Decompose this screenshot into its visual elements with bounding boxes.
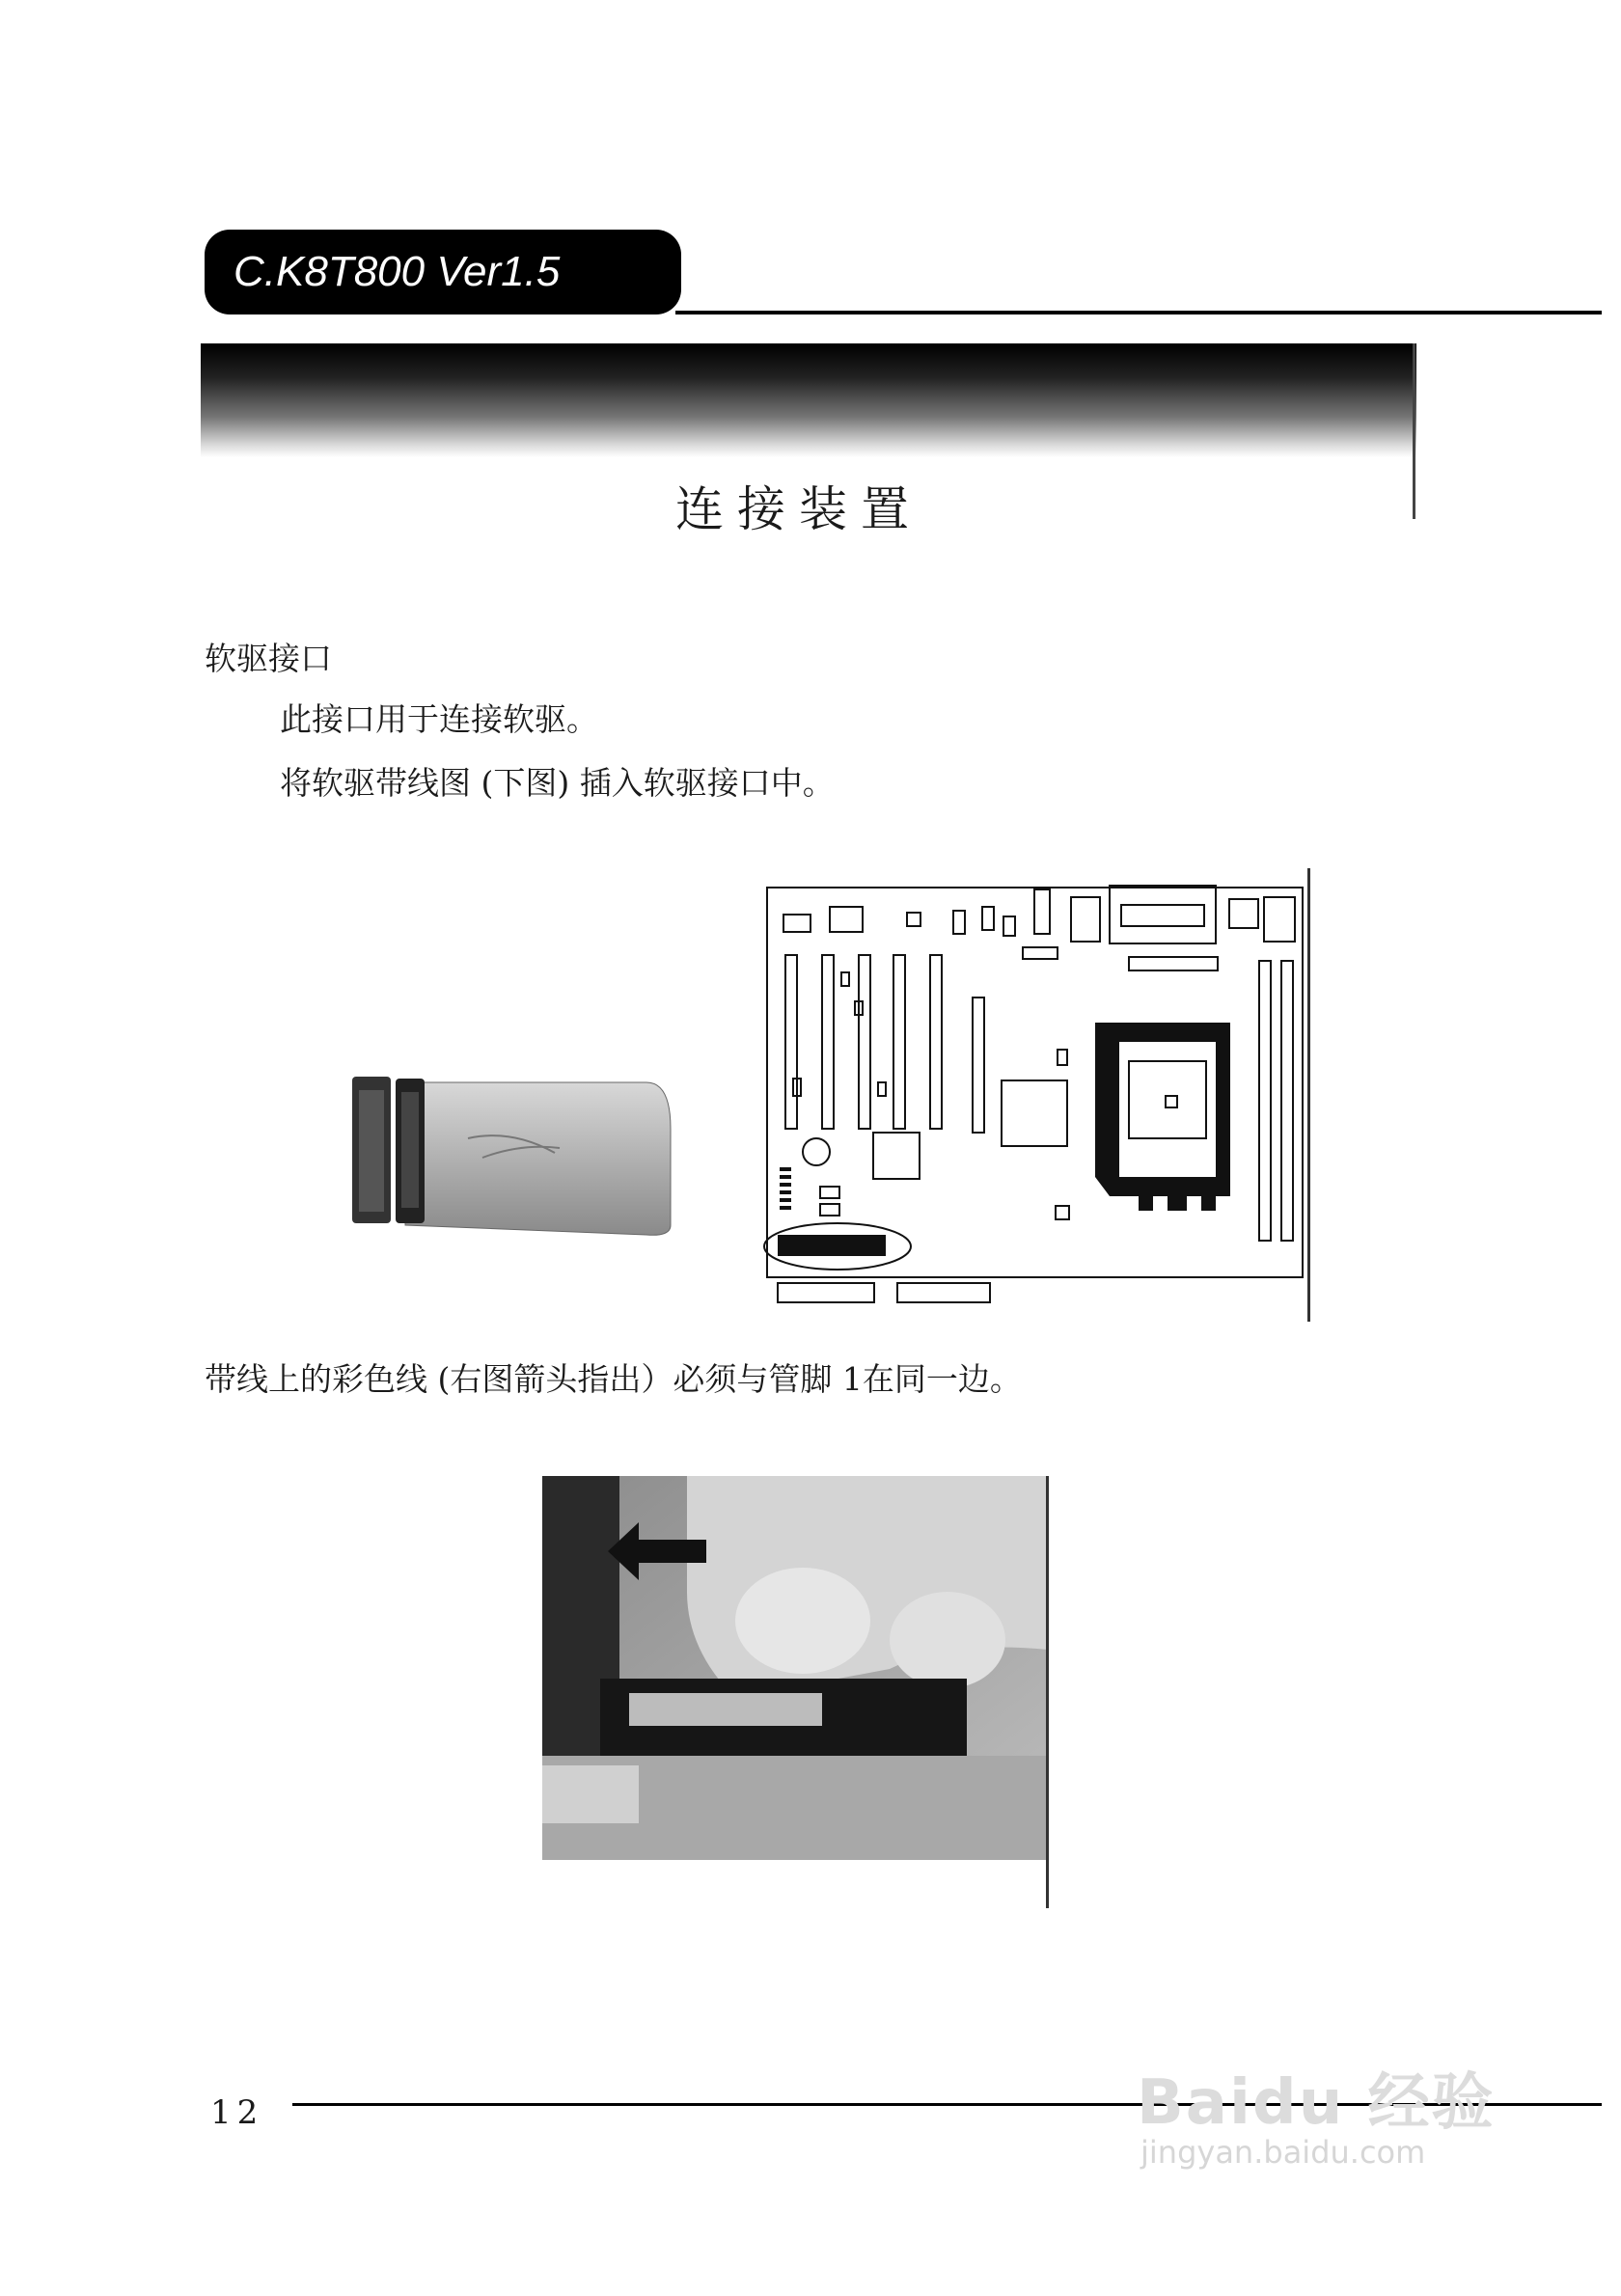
paragraph: 此接口用于连接软驱。 (280, 700, 598, 738)
baidu-watermark-logo: Baidu 经验 (1137, 2067, 1496, 2139)
section-banner (201, 343, 1416, 457)
baidu-watermark-url: jingyan.baidu.com (1140, 2134, 1426, 2171)
paragraph: 将软驱带线图 (下图) 插入软驱接口中。 (280, 764, 835, 802)
note-paragraph: 带线上的彩色线 (右图箭头指出）必须与管脚 1在同一边。 (205, 1360, 1022, 1398)
connector-arrow-photo-icon (542, 1476, 1056, 1910)
floppy-ribbon-cable-icon (338, 1071, 685, 1244)
section-title: 连接装置 (675, 481, 922, 537)
page-number: 12 (210, 2093, 264, 2132)
subheading: 软驱接口 (205, 640, 332, 677)
model-title-tab: C.K8T800 Ver1.5 (205, 230, 681, 314)
motherboard-layout-icon (762, 868, 1312, 1322)
header-rule (675, 311, 1602, 314)
banner-edge-line (1413, 343, 1415, 519)
